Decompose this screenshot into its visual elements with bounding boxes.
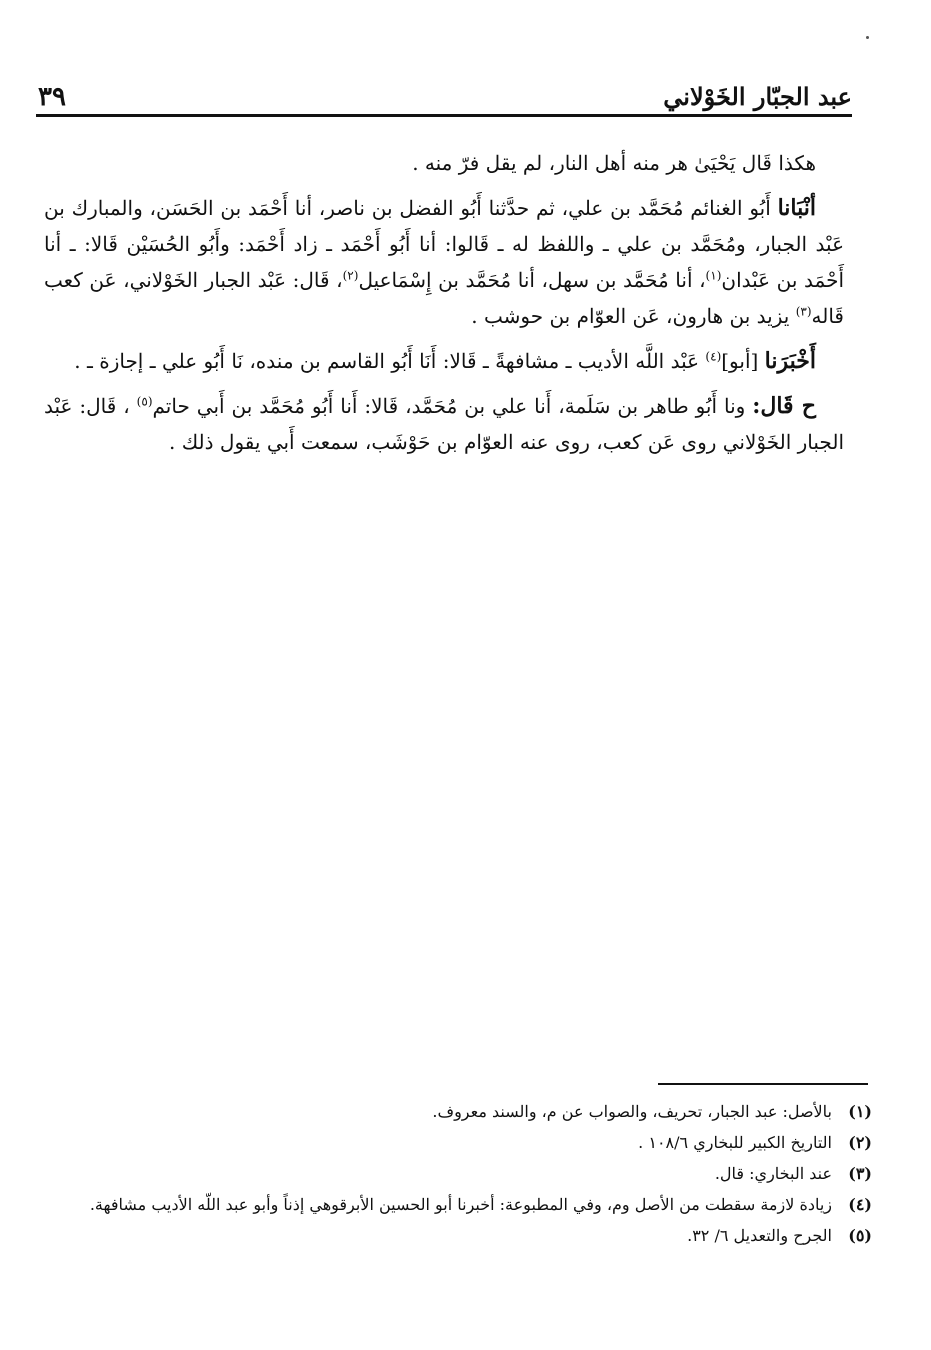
paragraph-2-text-2: ، أنا مُحَمَّد بن سهل، أنا مُحَمَّد بن إِسْمَاعيل	[358, 268, 706, 292]
paragraph-3-text-2: عَبْد اللَّه الأديب ـ مشافهةً ـ قَالا: أَنَا أَبُو القاسم بن منده، نَا أَبُو علي ـ إجازة ـ .	[74, 349, 706, 373]
footnote-text: الجرح والتعديل ٦/ ٣٢.	[687, 1226, 832, 1245]
paragraph-4-text-2: ، قَال: عَبْد الجبار الخَوْلاني روى عَن كعب، روى عنه العوّام بن حَوْشَب، سمعت أَبي يقول ذلك .	[44, 394, 844, 454]
footnote-text: عند البخاري: قال.	[714, 1164, 832, 1183]
footnote-item	[60, 1191, 872, 1219]
footnote-number: (٢)	[848, 1133, 872, 1152]
footnotes	[60, 1098, 872, 1253]
footnote-separator	[658, 1083, 868, 1085]
running-title: عبد الجبّار الخَوْلاني	[663, 82, 852, 111]
footnote-ref-2: (٢)	[342, 268, 359, 283]
paragraph-4-text: ونا أَبُو طاهر بن سَلَمة، أَنا علي بن مُحَمَّد، قَالا: أَنا أَبُو مُحَمَّد بن أَبي حاتم	[152, 394, 753, 418]
footnote-ref-5: (٥)	[136, 394, 153, 409]
page-header	[36, 82, 852, 117]
paragraph-2-lead: أنْبَانا	[777, 195, 816, 221]
footnote-item	[60, 1222, 872, 1250]
footnote-number: (١)	[848, 1102, 872, 1121]
footnote-text: زيادة لازمة سقطت من الأصل وم، وفي المطبوعة: أخبرنا أبو الحسين الأبرقوهي إذناً وأبو عبد اللّه الأديب مشافهة.	[89, 1195, 832, 1214]
footnote-number: (٤)	[848, 1195, 872, 1214]
paragraph-4	[44, 388, 844, 460]
paragraph-1-text: هكذا قَال يَحْيَىٰ هر منه أهل النار، لم يقل فرّ منه .	[412, 151, 816, 175]
paragraph-3	[44, 343, 844, 379]
footnote-item	[60, 1098, 872, 1126]
footnote-item	[60, 1129, 872, 1157]
paragraph-3-text: [أبو]	[721, 349, 765, 373]
footnote-text: بالأصل: عبد الجبار، تحريف، والصواب عن م، والسند معروف.	[432, 1102, 832, 1121]
paragraph-2-text-4: يزيد بن هارون، عَن العوّام بن حوشب .	[471, 304, 796, 328]
paragraph-4-lead: ح قَال:	[752, 393, 817, 419]
footnote-number: (٣)	[848, 1164, 872, 1183]
main-text	[44, 145, 844, 469]
footnote-ref-4: (٤)	[705, 349, 722, 364]
paragraph-1	[44, 145, 844, 181]
footnote-ref-3: (٣)	[795, 304, 812, 319]
page-number: ٣٩	[38, 82, 66, 112]
footnote-item	[60, 1160, 872, 1188]
paragraph-2-text-3: ، قَال: عَبْد الجبار الخَوْلاني، عَن كعب قَاله	[44, 268, 844, 328]
paragraph-2-text: أَبُو الغنائم مُحَمَّد بن علي، ثم حدَّثنا أَبُو الفضل بن ناصر، أنا أَحْمَد بن الحَسَن، والمبارك بن عَبْد الجبار، ومُحَمَّد بن علي ـ واللفظ له ـ قَالوا: أنا أَبُو أَحْمَد ـ زاد أَحْمَد: وأَبُو الحُسَيْن قَالا: ـ أنا أَحْمَد بن عَبْدان	[44, 196, 845, 292]
footnote-ref-1: (١)	[705, 268, 722, 283]
paragraph-2	[44, 190, 844, 334]
scan-speck	[866, 36, 869, 39]
footnote-number: (٥)	[848, 1226, 872, 1245]
footnote-text: التاريخ الكبير للبخاري ١٠٨/٦ .	[638, 1133, 832, 1152]
paragraph-3-lead: أَخْبَرَنا	[764, 348, 816, 374]
